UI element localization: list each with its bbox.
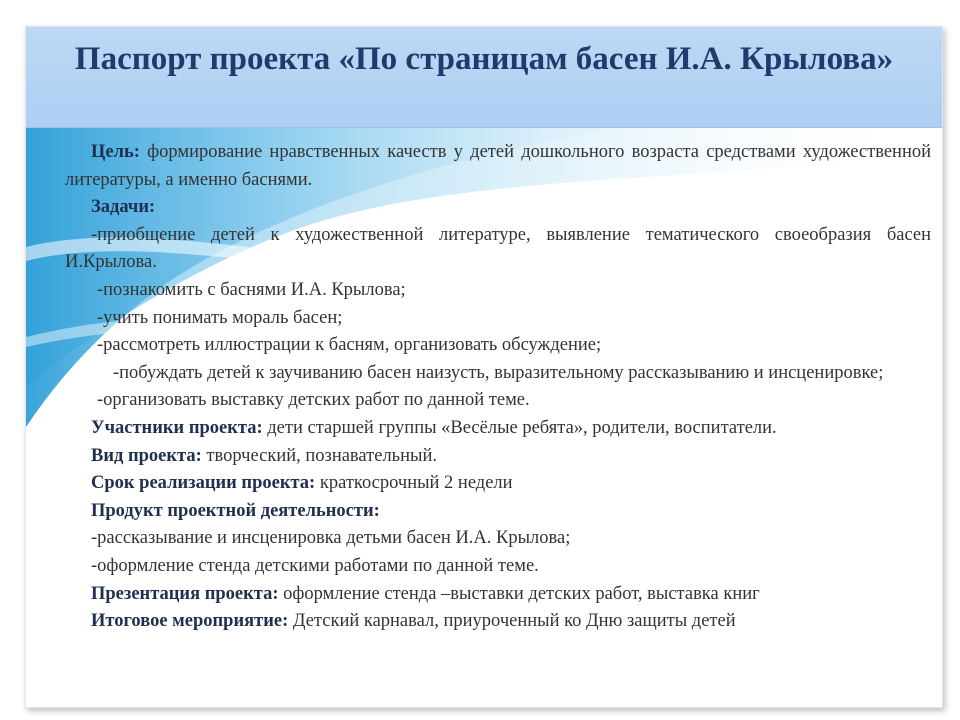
title-banner	[26, 27, 942, 128]
participants-text: дети старшей группы «Весёлые ребята», родители, воспитатели.	[262, 417, 777, 438]
tasks-label: Задачи:	[91, 197, 156, 218]
slide	[25, 26, 943, 708]
task-item: -учить понимать мораль басен;	[97, 307, 343, 328]
task-item: -организовать выставку детских работ по данной теме.	[97, 390, 530, 411]
project-passport-body	[65, 139, 931, 636]
goal-text: формирование нравственных качеств у детей дошкольного возраста средствами художественной литературы, а именно баснями.	[65, 142, 931, 190]
task-item: -приобщение детей к художественной литературе, выявление тематического своеобразия басен И.Крылова.	[65, 224, 931, 273]
project-type-text: творческий, познавательный.	[201, 445, 437, 466]
participants-line	[65, 415, 931, 443]
final-event-text: Детский карнавал, приуроченный ко Дню защиты детей	[288, 611, 736, 632]
duration-text: краткосрочный 2 недели	[315, 473, 513, 494]
presentation-text: оформление стенда –выставки детских работ, выставка книг	[278, 583, 760, 604]
presentation-label: Презентация проекта:	[91, 583, 279, 604]
product-item: -оформление стенда детскими работами по данной теме.	[91, 555, 539, 576]
product-label: Продукт проектной деятельности:	[91, 500, 380, 521]
project-type-line	[65, 443, 931, 471]
duration-label: Срок реализации проекта:	[91, 473, 316, 494]
product-heading	[65, 498, 931, 526]
slide-title: Паспорт проекта «По страницам басен И.А. Крылова»	[74, 41, 894, 77]
final-event-label: Итоговое мероприятие:	[91, 611, 289, 632]
task-item: -познакомить с баснями И.А. Крылова;	[97, 279, 406, 300]
product-item: -рассказывание и инсценировка детьми басен И.А. Крылова;	[91, 528, 571, 549]
goal-paragraph	[65, 139, 931, 194]
project-type-label: Вид проекта:	[91, 445, 202, 466]
task-item: -рассмотреть иллюстрации к басням, организовать обсуждение;	[97, 335, 602, 356]
presentation-line	[65, 581, 931, 609]
goal-label: Цель:	[91, 142, 140, 162]
participants-label: Участники проекта:	[91, 417, 263, 438]
duration-line	[65, 470, 931, 498]
task-item: -побуждать детей к заучиванию басен наизусть, выразительному рассказыванию и инсценировке;	[113, 362, 884, 383]
tasks-heading	[65, 194, 931, 222]
final-event-line	[65, 608, 931, 636]
